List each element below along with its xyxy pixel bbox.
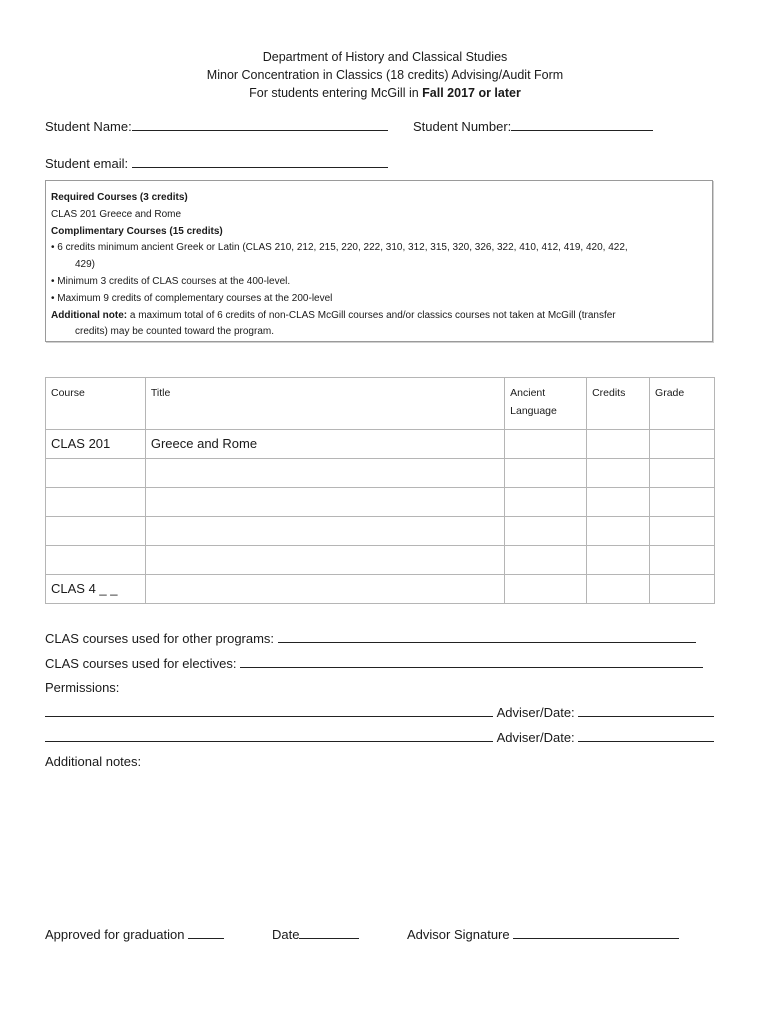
form-title: Minor Concentration in Classics (18 credits) Advising/Audit Form — [206, 68, 564, 82]
approved-field — [45, 926, 224, 942]
department-title: Department of History and Classical Studies — [262, 50, 508, 64]
credits-cell[interactable] — [587, 517, 650, 546]
grade-cell[interactable] — [650, 488, 715, 517]
header-credits: Credits — [587, 378, 650, 430]
student-email-field — [45, 155, 388, 171]
note-label: Additional note: — [51, 309, 128, 321]
table-row — [46, 430, 715, 459]
additional-note — [51, 308, 706, 325]
date-label: Date — [272, 927, 300, 942]
title-cell[interactable] — [145, 488, 504, 517]
additional-note-cont: credits) may be counted toward the program. — [75, 326, 274, 338]
required-heading-text: Required Courses (3 credits) — [51, 192, 188, 203]
student-number-field — [413, 118, 653, 134]
form-subtitle — [0, 84, 770, 102]
ancient-language-cell[interactable] — [505, 575, 587, 604]
grade-cell[interactable] — [650, 517, 715, 546]
other-programs-line[interactable] — [278, 630, 696, 643]
course-cell[interactable]: CLAS 4 _ _ — [46, 575, 146, 604]
credits-cell[interactable] — [587, 575, 650, 604]
electives-field — [45, 655, 703, 671]
grade-cell[interactable] — [650, 430, 715, 459]
header-ancient-2: Language — [510, 405, 557, 417]
header-ancient-language — [505, 378, 587, 430]
student-email-line[interactable] — [132, 155, 388, 168]
student-number-label: Student Number: — [413, 119, 512, 134]
credits-cell[interactable] — [587, 546, 650, 575]
note-text: a maximum total of 6 credits of non-CLAS McGill courses and/or classics courses not taken at McGill (transfer — [127, 309, 616, 321]
permission-line-1[interactable] — [45, 704, 493, 717]
grade-cell[interactable] — [650, 546, 715, 575]
permission-row-2 — [45, 729, 714, 745]
adviser-date-label: Adviser/Date: — [496, 705, 575, 720]
bullet-greek-latin: • 6 credits minimum ancient Greek or Latin (CLAS 210, 212, 215, 220, 222, 310, 312, 315, 320, 326, 322, 410, 412, 419, 420, 422, — [51, 242, 628, 254]
adviser-date-line-2[interactable] — [578, 729, 714, 742]
title-cell[interactable]: Greece and Rome — [145, 430, 504, 459]
date-line[interactable] — [299, 926, 359, 939]
table-row — [46, 459, 715, 488]
date-field — [272, 926, 359, 942]
permissions-label: Permissions: — [45, 680, 120, 695]
bullet-400-level: • Minimum 3 credits of CLAS courses at the 400-level. — [51, 275, 291, 287]
advisor-signature-label: Advisor Signature — [407, 927, 510, 942]
approved-line[interactable] — [188, 926, 224, 939]
table-row — [46, 488, 715, 517]
title-cell[interactable] — [145, 546, 504, 575]
other-programs-field — [45, 630, 696, 646]
courses-table — [45, 377, 715, 604]
advisor-signature-field — [407, 926, 679, 942]
header-ancient-1: Ancient — [510, 387, 546, 399]
complementary-heading-text: Complimentary Courses (15 credits) — [51, 225, 223, 237]
bullet-200-level: • Maximum 9 credits of complementary courses at the 200-level — [51, 292, 333, 304]
course-cell[interactable] — [46, 459, 146, 488]
required-heading — [51, 190, 706, 207]
title-cell[interactable] — [145, 517, 504, 546]
electives-label: CLAS courses used for electives: — [45, 656, 237, 671]
advisor-signature-line[interactable] — [513, 926, 679, 939]
grade-cell[interactable] — [650, 575, 715, 604]
student-number-line[interactable] — [511, 118, 653, 131]
table-row — [46, 575, 715, 604]
ancient-language-cell[interactable] — [505, 430, 587, 459]
table-header-row — [46, 378, 715, 430]
subtitle-prefix: For students entering McGill in — [249, 86, 423, 100]
form-header — [0, 48, 770, 102]
ancient-language-cell[interactable] — [505, 459, 587, 488]
bullet-greek-latin-cont: 429) — [75, 259, 96, 271]
table-row — [46, 546, 715, 575]
credits-cell[interactable] — [587, 488, 650, 517]
other-programs-label: CLAS courses used for other programs: — [45, 631, 275, 646]
header-course: Course — [46, 378, 146, 430]
title-cell[interactable] — [145, 459, 504, 488]
approved-label: Approved for graduation — [45, 927, 185, 942]
ancient-language-cell[interactable] — [505, 517, 587, 546]
ancient-language-cell[interactable] — [505, 546, 587, 575]
table-row — [46, 517, 715, 546]
title-cell[interactable] — [145, 575, 504, 604]
header-title: Title — [145, 378, 504, 430]
credits-cell[interactable] — [587, 430, 650, 459]
ancient-language-cell[interactable] — [505, 488, 587, 517]
complementary-heading — [51, 224, 706, 241]
required-item: CLAS 201 Greece and Rome — [51, 208, 182, 220]
course-cell[interactable] — [46, 488, 146, 517]
electives-line[interactable] — [240, 655, 703, 668]
credits-cell[interactable] — [587, 459, 650, 488]
permission-line-2[interactable] — [45, 729, 493, 742]
adviser-date-line-1[interactable] — [578, 704, 714, 717]
student-name-line[interactable] — [132, 118, 388, 131]
course-cell[interactable]: CLAS 201 — [46, 430, 146, 459]
student-email-label: Student email: — [45, 156, 129, 171]
course-cell[interactable] — [46, 546, 146, 575]
requirements-box — [45, 180, 713, 342]
student-name-field — [45, 118, 388, 134]
student-name-label: Student Name: — [45, 119, 132, 134]
additional-notes-label: Additional notes: — [45, 754, 142, 769]
header-grade: Grade — [650, 378, 715, 430]
adviser-date-label: Adviser/Date: — [496, 730, 575, 745]
course-cell[interactable] — [46, 517, 146, 546]
permission-row-1 — [45, 704, 714, 720]
grade-cell[interactable] — [650, 459, 715, 488]
subtitle-term: Fall 2017 or later — [422, 86, 521, 100]
